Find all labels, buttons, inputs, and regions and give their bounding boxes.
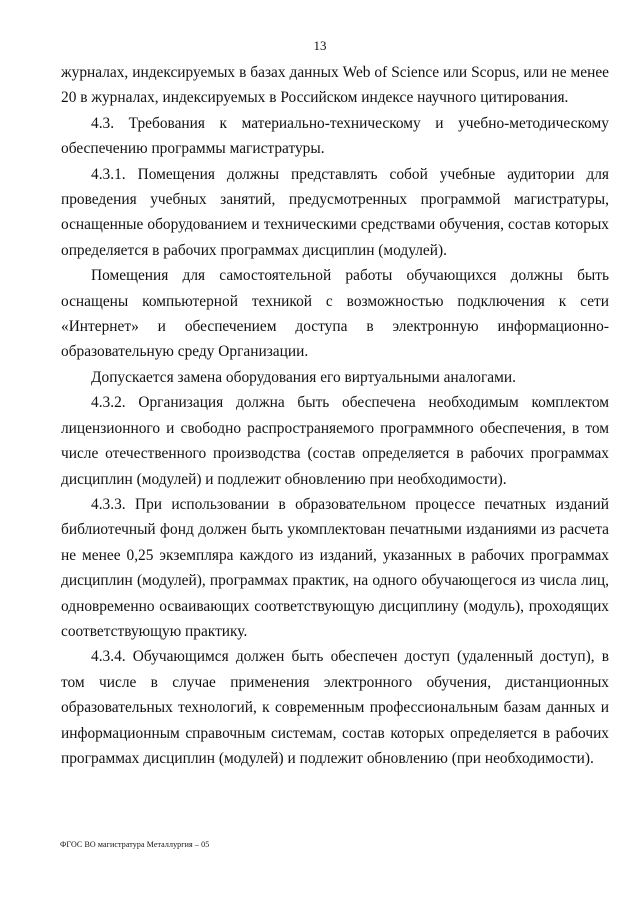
paragraph-section-4-3-1: 4.3.1. Помещения должны представлять собой учебные аудитории для проведения учебных занятий, предусмотренных программой магистратуры, оснащенные оборудованием и техническими средствами обучения, состав которых определяется в рабочих программах дисциплин (модулей). bbox=[61, 165, 609, 259]
paragraph-continuation: журналах, индексируемых в базах данных Web of Science или Scopus, или не менее 20 в журналах, индексируемых в Российском индексе научного цитирования. bbox=[61, 64, 609, 107]
page-number: 13 bbox=[313, 38, 327, 53]
paragraph-self-study-rooms: Помещения для самостоятельной работы обучающихся должны быть оснащены компьютерной техникой с возможностью подключения к сети «Интернет» и обеспечением доступа в электронную информационно-образовательную среду Организации. bbox=[61, 267, 609, 361]
paragraph-section-4-3-4: 4.3.4. Обучающимся должен быть обеспечен доступ (удаленный доступ), в том числе в случае применения электронного обучения, дистанционных образовательных технологий, к современным профессиональным базам данных и информационным справочным системам, состав которых определяется в рабочих программах дисциплин (модулей) и подлежит обновлению (при необходимости). bbox=[61, 648, 609, 767]
page-footer: ФГОС ВО магистратура Металлургия – 05 bbox=[60, 840, 210, 849]
document-body bbox=[61, 60, 609, 771]
paragraph-section-4-3: 4.3. Требования к материально-техническому и учебно-методическому обеспечению программы магистратуры. bbox=[61, 114, 609, 158]
paragraph-section-4-3-3: 4.3.3. При использовании в образовательном процессе печатных изданий библиотечный фонд должен быть укомплектован печатными изданиями из расчета не менее 0,25 экземпляра каждого из изданий, указанных в рабочих программах дисциплин (модулей), программах практик, на одного обучающегося из числа лиц, одновременно осваивающих соответствующую дисциплину (модуль), проходящих соответствующую практику. bbox=[61, 495, 609, 640]
paragraph-virtual-analogs: Допускается замена оборудования его виртуальными аналогами. bbox=[91, 368, 516, 386]
paragraph-section-4-3-2: 4.3.2. Организация должна быть обеспечена необходимым комплектом лицензионного и свободно распространяемого программного обеспечения, в том числе отечественного производства (состав определяется в рабочих программах дисциплин (модулей) и подлежит обновлению при необходимости). bbox=[61, 394, 609, 488]
